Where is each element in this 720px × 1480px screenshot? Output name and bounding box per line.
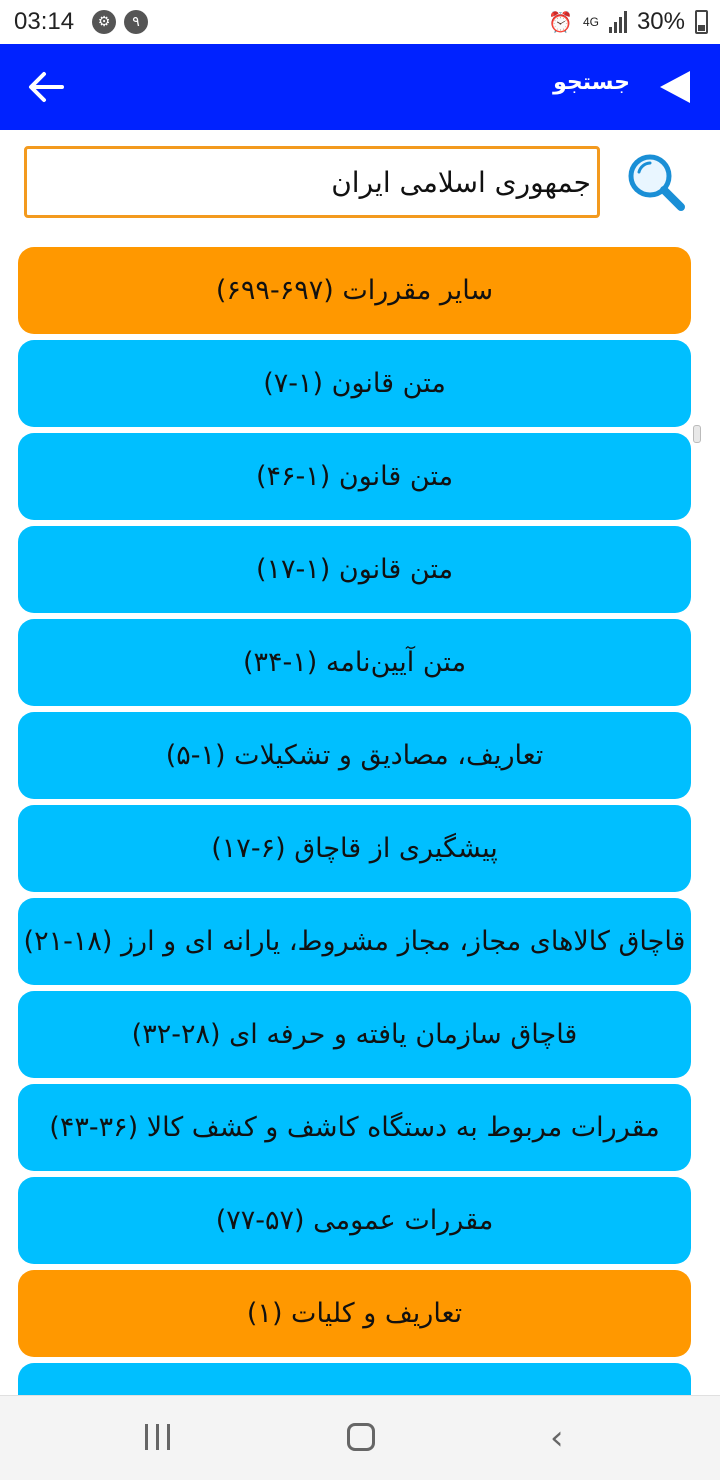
list-item-label: متن قانون (۱-۱۷) [255,554,454,585]
notification-badge: ۹ [124,10,148,34]
alarm-icon: ⏰ [548,11,573,34]
search-row [0,130,720,240]
list-item-label: سایر مقررات (۶۹۷-۶۹۹) [215,275,494,306]
list-item[interactable] [18,247,691,334]
list-item[interactable] [18,1363,691,1395]
battery-percent: 30% [636,8,685,35]
list-item-label: تعاریف، مصادیق و تشکیلات (۱-۵) [165,740,544,771]
system-nav-bar [0,1395,720,1480]
scrollbar-thumb[interactable] [693,425,701,443]
recent-apps-icon[interactable] [145,1424,175,1450]
list-item[interactable] [18,805,691,892]
page-title: جستجو [553,70,630,95]
list-item[interactable] [18,526,691,613]
list-item-label: متن قانون (۱-۷) [263,368,446,399]
home-icon[interactable] [347,1423,375,1451]
magnifier-icon[interactable] [624,150,688,214]
settings-notification-icon: ⚙ [92,10,116,34]
app-bar [0,44,720,130]
list-item[interactable] [18,619,691,706]
signal-icon [609,11,627,33]
arrow-left-icon[interactable] [24,62,68,112]
list-item[interactable] [18,433,691,520]
back-chevron-icon[interactable]: ‹ [550,1418,564,1458]
status-right [548,8,708,36]
list-item-label: متن قانون (۱-۴۶) [255,461,454,492]
list-item-label: متن آیین‌نامه (۱-۳۴) [242,647,467,678]
search-input[interactable] [24,146,600,218]
list-item[interactable] [18,991,691,1078]
network-label: 4G [582,15,599,29]
list-item-label: مقررات عمومی (۵۷-۷۷) [215,1205,494,1236]
list-item-label: تعاریف و کلیات (۱) [246,1298,463,1329]
triangle-left-icon[interactable] [660,71,690,103]
battery-icon [695,10,708,34]
list-item-label: مقررات مربوط به دستگاه کاشف و کشف کالا (۳۶-۴۳) [49,1112,660,1143]
list-item[interactable] [18,1270,691,1357]
status-time: 03:14 [14,8,75,35]
results-list [18,247,692,1395]
list-item-label: پیشگیری از قاچاق (۶-۱۷) [211,833,498,864]
list-item[interactable] [18,1084,691,1171]
list-item[interactable] [18,712,691,799]
status-bar [0,0,720,44]
list-item-label: قاچاق سازمان یافته و حرفه ای (۲۸-۳۲) [131,1019,578,1050]
list-item[interactable] [18,1177,691,1264]
list-item-label: قاچاق کالاهای مجاز، مجاز مشروط، یارانه ای و ارز (۱۸-۲۱) [23,926,686,957]
list-item[interactable] [18,340,691,427]
list-item[interactable] [18,898,691,985]
